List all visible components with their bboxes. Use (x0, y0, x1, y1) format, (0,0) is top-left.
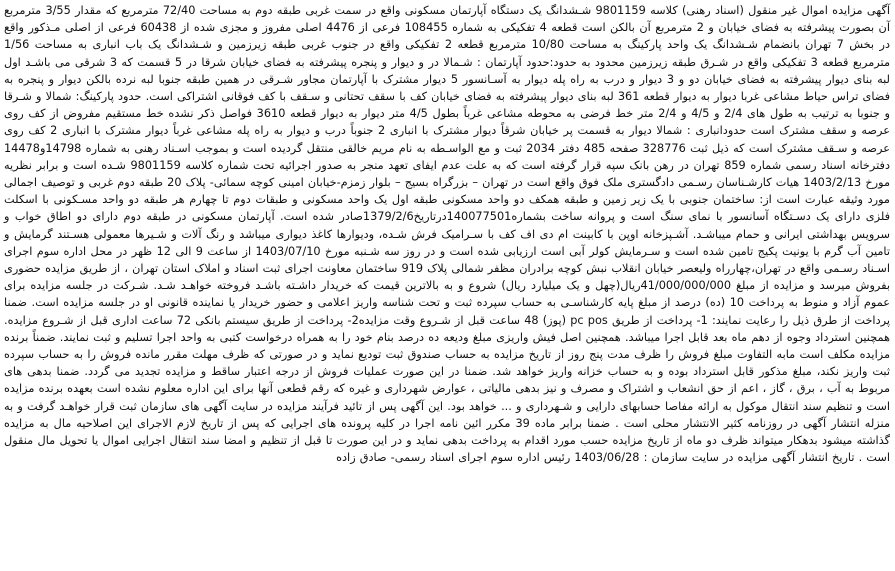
auction-notice-text: آگهی مزایده اموال غیر منقول (اسناد رهنی) کلاسه 9801159 شـشدانگ یک دستگاه آپارتمان مسکونی واقع در سمت غربی طبقه دوم به مساحت 72/40 مترمربع که مقدار 3/55 مترمربع آن بصورت پیشرفته به فضای خیابان و 2 مترمربع آن بالکن است قطعه 4 تفکیکی به شماره 108455 فرعی از 4476 اصلی مفروز و مجزی شده از 60438 فرعی از اصلی مـذکور واقع در بخش 7 تهران بانضمام شـشدانگ یک واحد پارکینگ به مساحت 10/80 مترمربع قطعه 2 تفکیکی واقع در جنوب غربی طبقه زیرزمین و شـشدانگ یک باب انباری به مساحت 1/56 مترمربع قطعه 3 تفکیکی واقع در شـرق طبقه زیرزمین محدود به حدود:حدود آپارتمان : شـمالا در و دیوار و پنجره پیشرفته به فضای خیابان شرقا در 5 قسمت که 3 شرقی می باشـد اول لبه بنای دیوار پیشرفته به فضای خیابان دو و 3 دیوار و درب به راه پله دیوار به آسـانسور 5 دیوار مشترک با آپارتمان مجاور شـرقی در همین طبقه جنوبا لبه نرده بالکن دیوار و پنجره به فضاى تراس حیاط مشاعی غربا دیوار به دیوار قطعه 361 لبه بنای دیوار پیشرفته به فضای خیابان کف با سقف تحتانی و سـقف با کف فوقانی اشتراکی است. حدود پارکینگ: شمالا و شـرقا و جنوبا به ترتیب به طول های 2/4 و 4/5 و 2/4 متر خط فرضی به محوطه مشاعی غرباً بطول 4/5 متر دیوار به دیوار قطعه 3610 فواصل ذکر نشده خط مستقیم مفروض از کف روی عرصه و سقف مشترک است حدودانباری : شمالا دیوار به قسمت پر خیابان شرقاً دیوار مشترک با انباری 2 جنوباً درب و دیوار به راه پله مشاعی غرباً دیوار مشترک با انباری 2 کف روی عرصه و سـقف مشترک است که ذیل ثبت 328776 صفحه 485 دفتر 2034 ثبت و مع الواسـطه به نام مریم خالقی منتقل گردیده است و بموجب اسـناد رهنی به شماره 14798و14478 دفترخانه اسناد رسمی شماره 859 تهران در رهن بانک سپه قرار گرفته است که به علت عدم ایفای تعهد منجر به صدور اجرائیه تحت شماره کلاسه 9801159 شـده است و برابر نظریه مورخ 1403/2/13 هیات کارشـناسان رسـمی دادگستری ملک فوق واقع است در تهران – بزرگراه بسیج – بلوار زمزم-خیابان امینی کوچه سمائی- پلاک 20 طبقه دوم غربی و توصیف اجمالی مورد وثیقه عبارت است از: ساختمان جنوبی با یک زیر زمین و طبقه همکف دو واحد مسکونی طبقه اول یک واحد مسکونی و طبقات دوم تا چهارم هر طبقه دو واحد مسـکونی با اسکلت فلزی دارای یک دسـتگاه آسانسور با نمای سنگ است و پروانه ساخت بشماره140077501درتاریخ1379/2/6صادر شده است. آپارتمان مسکونی در طبقه دوم دارای دو اطاق خواب و سرویس بهداشتی ایرانی و حمام میباشـد. آشـپزخانه اوپن با کابینت ام دی اف کف با سـرامیک فرش شـده، ودیوارها کاغذ دیواری میباشد و رنگ آلات و شـیرها معمولی هسـتند گرمایش و تامین آب گرم با یونیت پکیج تامین شده است و سـرمایش کولر آبی است ارزیابی شده است و در روز سه شـنبه مورخ 1403/07/10 از ساعت 9 الی 12 ظهر در محل اداره سوم اجرای اسـناد رسـمی واقع در تهران،چهارراه ولیعصر خیابان انقلاب نبش کوچه برادران مظفر شمالی پلاک 919 ساختمان معاونت اجرای ثبت اسناد و املاک استان تهران ، از طریق مزایده حضوری بفروش میرسد و مزایده از مبلغ 41/000/000/000ریال(چهل و یک میلیارد ریال) شروع و به بالاترین قیمت که خریدار داشـته باشـد فروخته خواهـد شـد. شـرکت در جلسه مزایده برای عموم آزاد و منوط به پرداخت 10 (ده) درصد از مبلغ پایه کارشناسـی به حساب سپرده ثبت و تحت شناسه واریز اعلامی و حضور خریدار یا نماینده قانونی او در جلسه مزایده است. ضمنا پرداخت از طرق ذیل را رعایت نمایند: 1- پرداخت از طریق pc pos (پوز) 48 ساعت قبل از شـروع وقت مزایده2- پرداخت از طریق سیستم بانکی 72 ساعت اداری قبل از شـروع مزایده. همچنین استرداد وجوه از دهم ماه بعد قابل اجرا میباشد. همچنین اصل فیش واریزی مبلغ ودیعه ده درصد بنام خود را به همراه درخواست کتبی به واحد اجرا تسلیم و ثبت نمایند. ضمناً برنده مزایده مکلف است مابه التفاوت مبلغ فروش را ظرف مدت پنج روز از تاریخ مزایده به حساب صندوق ثبت تودیع نماید و در صورتی که ظرف مهلت مقرر مانده فروش را به حساب سپرده ثبت واریز نکند، مبلغ مذکور قابل استرداد بوده و به حساب خزانه واریز خواهد شد. ضمنا در این صورت عملیات فروش از درجه اعتبار ساقط و مزایده تجدید می گردد. ضمنا بدهی های مربوط به آب ، برق ، گاز ، اعم از حق انشعاب و اشتراک و مصرف و نیز بدهی مالیاتی ، عوارض شهرداری و غیره که رقم قطعی آنها برای این اداره معلوم نشده است بعهده برنده مزایده است و تنظیم سند انتقال موکول به ارائه مفاصا حسابهای دارایی و شـهرداری و ... خواهد بود. این آگهی پس از تائید فرآیند مزایده در سایت آگهی های سازمان ثبت قرار خواهـد گرفت و به منزله انتشار آگهی در روزنامه کثیر الانتشار محلی است . ضمنا برابر ماده 39 مکرر ائین نامه اجرا در کلیه پرونده های اجرایی که پس از تاریخ لازم الاجرای این اصلاحیه مال به مزایده گذاشته میشود بدهکار میتواند ظرف دو ماه از تاریخ مزایده حسب مورد اقدام به پرداخت بدهی نماید و در این صورت تا قبل از تنظیم و امضا سند انتقال اجرایی اموال یا تحویل مال منقول است . تاریخ انتشار آگهی مزایده در سایت سازمان : 1403/06/28 رئیس اداره سوم اجرای اسناد رسمی- صادق زاده (4, 4, 891, 465)
